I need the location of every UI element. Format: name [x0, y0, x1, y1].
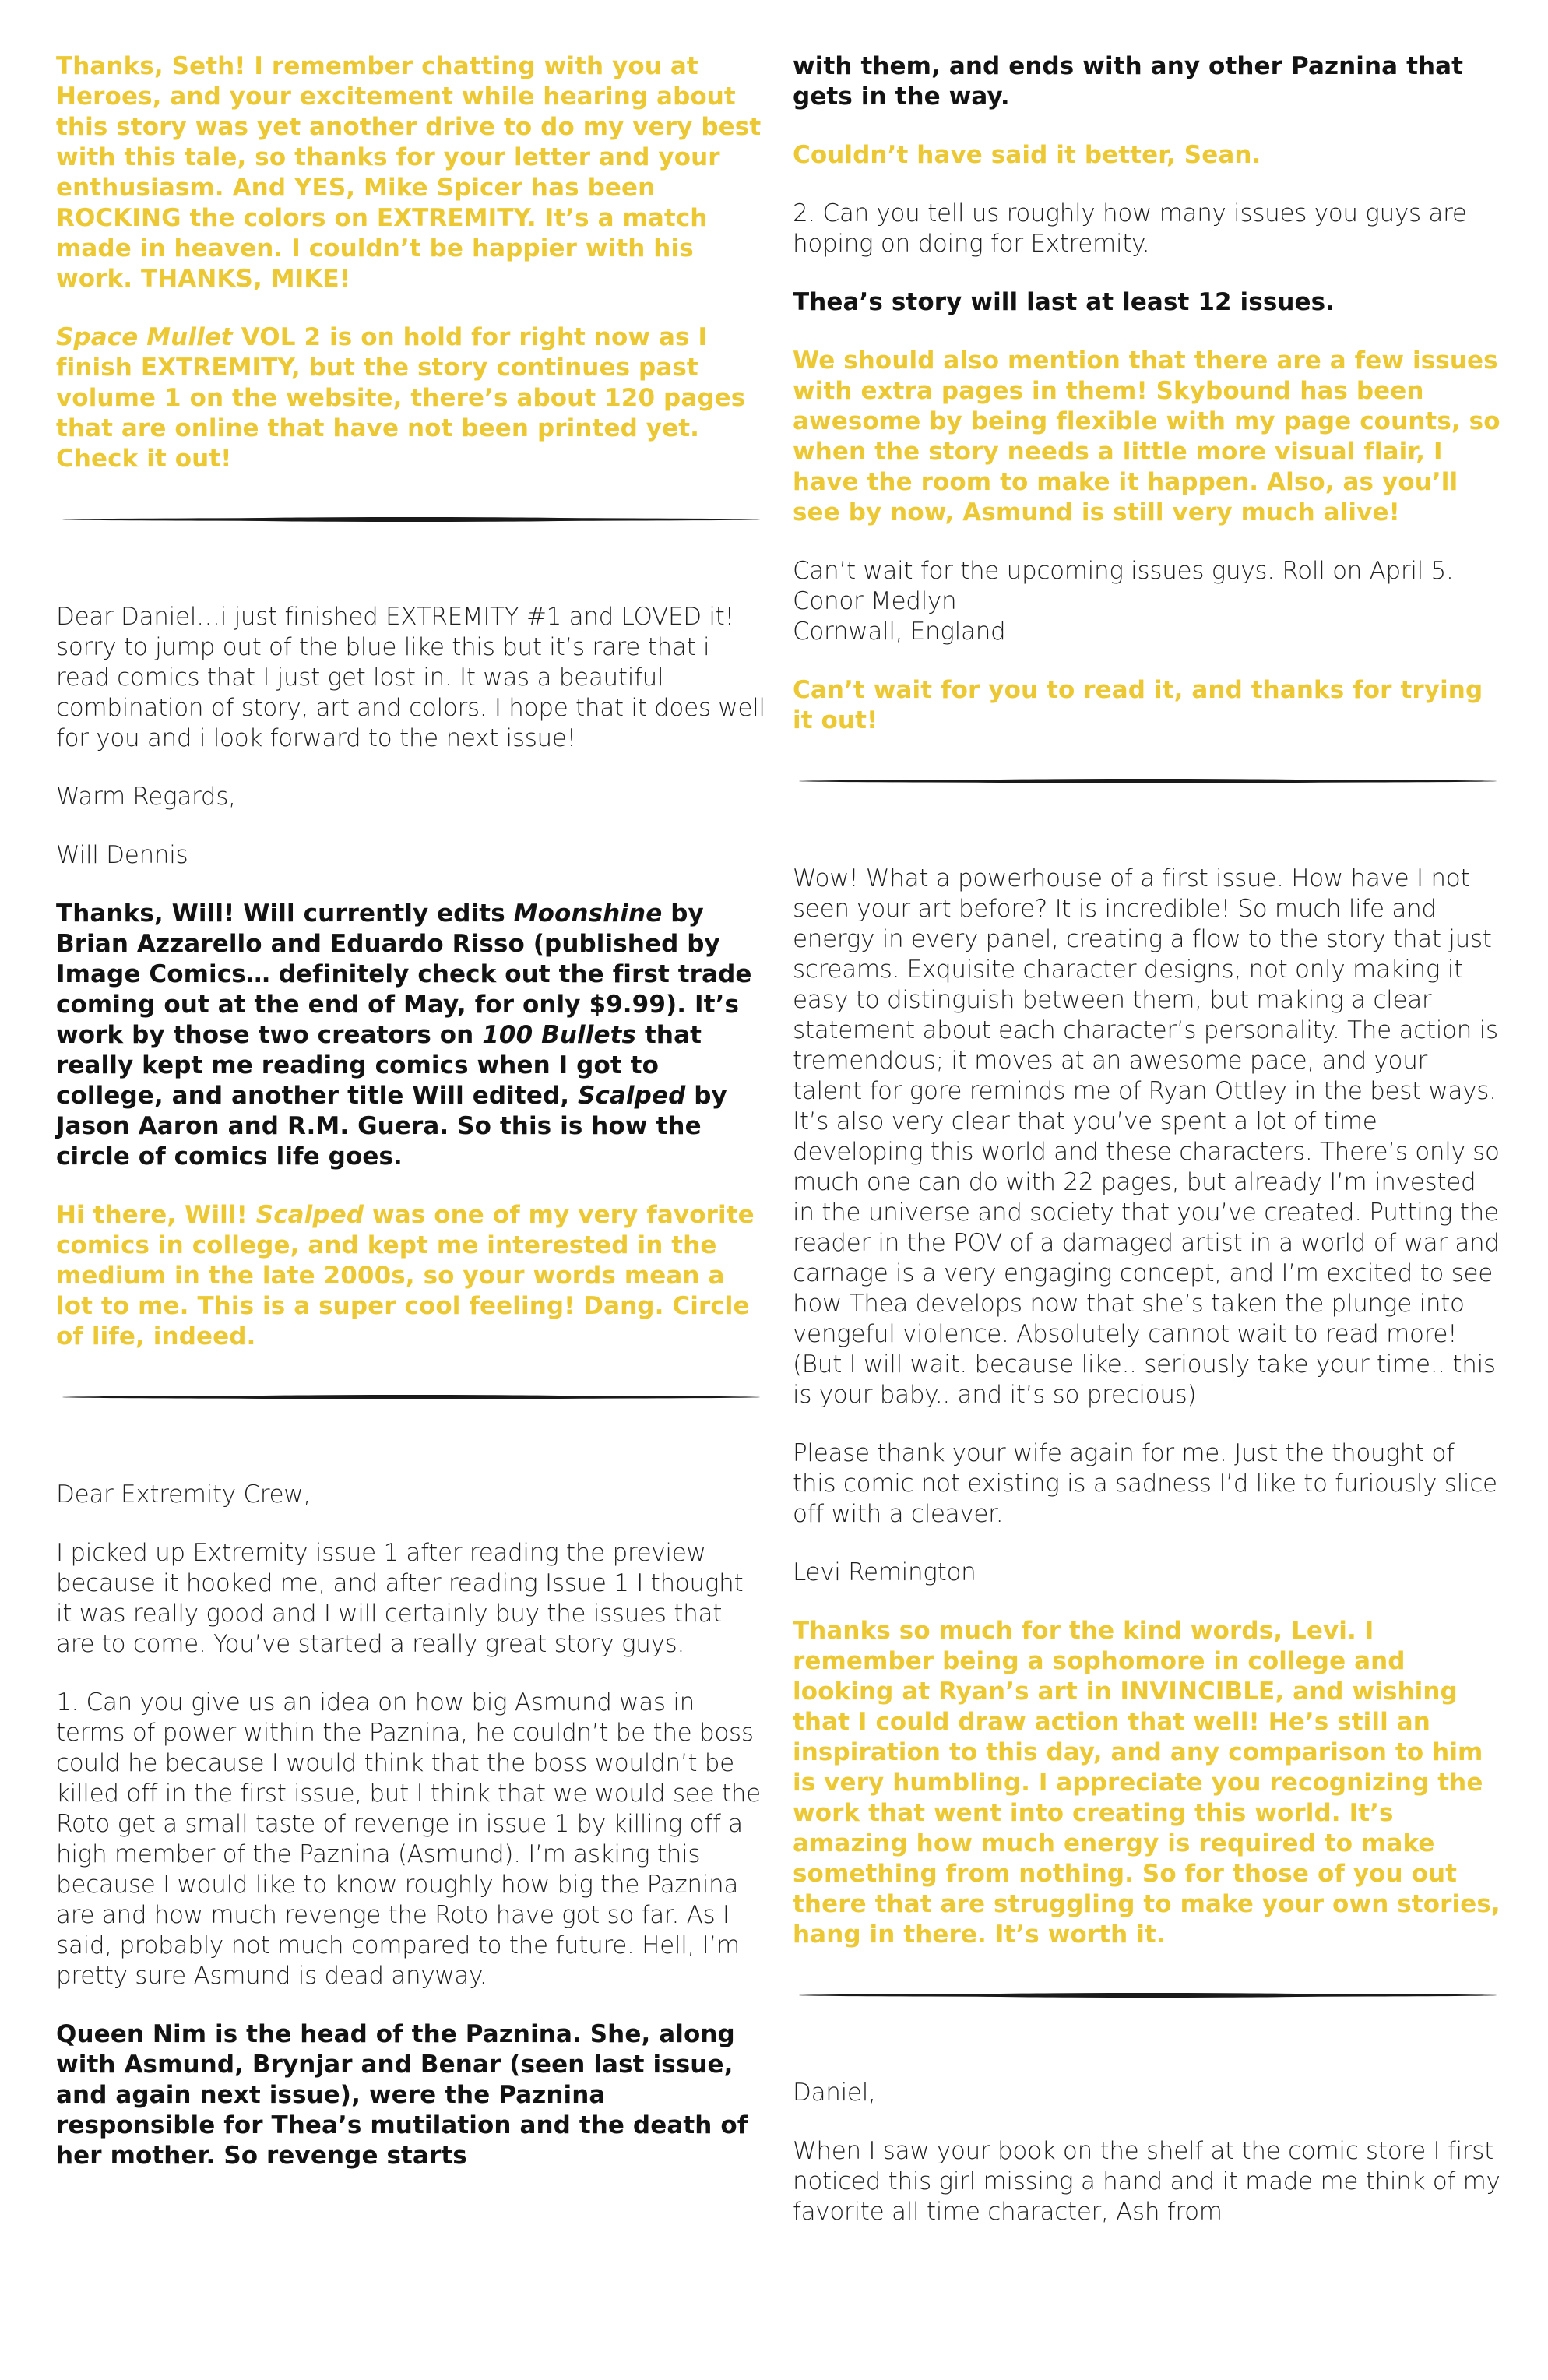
artist-reply-will [56, 1200, 766, 1352]
editor-reply-text: by Brian Azzarello and Eduardo Risso (published by Image Comics… definitely check out the first trade coming out at the end of May, for only $9.99). It’s work by those two creators on [56, 900, 752, 1049]
letter-daniel-greeting: Daniel, [793, 2079, 876, 2107]
letter-crew-signoff [793, 556, 1503, 647]
letter-crew-signature: Conor Medlyn [793, 587, 957, 615]
letter-crew-question-1: 1. Can you give us an idea on how big Asmund was in terms of power within the Paznina, he couldn’t be the boss could he because I would think that the boss wouldn’t be killed off in the first issue, but I think that we would see the Roto get a small taste of revenge in issue 1 by killing off a high member of the Paznina (Asmund). I’m asking this because I would like to know roughly how big the Paznina are and how much revenge the Roto have got so far. As I said, probably not much compared to the future. Hell, I’m pretty sure Asmund is dead anyway. [56, 1688, 761, 1990]
right-column [793, 51, 1503, 2227]
space-mullet-title: Space Mullet [56, 323, 233, 351]
editor-reply-text: Thanks, Will! Will currently edits [56, 900, 514, 928]
letter-levi-body: Wow! What a powerhouse of a first issue. How have I not seen your art before? It is incredible! So much life and energy in every panel, creating a flow to the story that just screams. Exquisite character designs, not only making it easy to distinguish between them, but making a clear statement about each character’s personality. The action is tremendous; it moves at an awesome pace, and your talent for gore reminds me of Ryan Ottley in the best ways. It’s also very clear that you’ve spent a lot of time developing this world and these characters. There’s only so much one can do with 22 pages, but already I’m invested in the universe and society that you’ve created. Putting the reader in the POV of a damaged artist in a world of war and carnage is a very engaging concept, and I’m excited to see how Thea develops now that she’s taken the plunge into vengeful violence. Absolutely cannot wait to read more! (But I will wait. because like.. seriously take your time.. this is your baby.. and it’s so precious) [793, 864, 1500, 1409]
editor-reply-will [56, 899, 766, 1172]
artist-reply-levi: Thanks so much for the kind words, Levi. I remember being a sophomore in college and looking at Ryan’s art in INVINCIBLE, and wishing that I could draw action that well! He’s still an inspiration to this day, and any comparison to him is very humbling. I appreciate you recognizing the work that went into creating this world. It’s amazing how much energy is required to make something from nothing. So for those of you out there that are struggling to make your own stories, hang in there. It’s worth it. [793, 1617, 1501, 1949]
artist-reply-question-1: Couldn’t have said it better, Sean. [793, 141, 1261, 169]
moonshine-title: Moonshine [513, 900, 663, 928]
artist-reply-seth: Thanks, Seth! I remember chatting with you at Heroes, and your excitement while hearing about this story was yet another drive to do my very best with this tale, so thanks for your letter and your enthusiasm. And YES, Mike Spicer has been ROCKING the colors on EXTREMITY. It’s a match made in heaven. I couldn’t be happier with his work. THANKS, MIKE! [56, 52, 762, 293]
scalped-title: Scalped [578, 1082, 686, 1110]
letter-levi-paragraph-2: Please thank your wife again for me. Just the thought of this comic not existing is a sadness I’d like to furiously slice off with a cleaver. [793, 1439, 1497, 1528]
letter-will-body: Dear Daniel…i just finished EXTREMITY #1 and LOVED it! sorry to jump out of the blue like this but it’s rare that i read comics that I just get lost in. It was a beautiful combination of story, art and colors. I hope that it does well for you and i look forward to the next issue! [56, 603, 765, 752]
artist-reply-seth-text: VOL 2 is on hold for right now as I finish EXTREMITY, but the story continues past volume 1 on the website, there’s about 120 pages that are online that have not been printed yet. Check it out! [56, 323, 746, 473]
editor-reply-text: by Jason Aaron and R.M. Guera. So this is how the circle of comics life goes. [56, 1082, 727, 1171]
brush-divider [793, 1978, 1503, 2012]
editor-reply-question-1: Queen Nim is the head of the Paznina. She, along with Asmund, Brynjar and Benar (seen last issue, and again next issue), were the Paznina responsible for Thea’s mutilation and the death of her mother. So revenge starts [56, 2020, 748, 2170]
letter-crew-question-2: 2. Can you tell us roughly how many issues you guys are hoping on doing for Extremity. [793, 199, 1467, 258]
left-column [56, 51, 766, 2171]
artist-reply-question-2: We should also mention that there are a few issues with extra pages in them! Skybound has been awesome by being flexible with my page counts, so when the story needs a little more visual flair, I have the room to make it happen. Also, as you’ll see by now, Asmund is still very much alive! [793, 347, 1501, 526]
scalped-title: Scalped [255, 1201, 364, 1229]
100-bullets-title: 100 Bullets [482, 1021, 637, 1049]
artist-reply-text: Hi there, Will! [56, 1201, 256, 1229]
letter-crew-location: Cornwall, England [793, 618, 1006, 646]
letter-crew-paragraph: I picked up Extremity issue 1 after reading the preview because it hooked me, and after reading Issue 1 I thought it was really good and I will certainly buy the issues that are to come. You’ve started a really great story guys. [56, 1539, 744, 1658]
brush-divider [793, 764, 1503, 798]
letter-levi-signature: Levi Remington [793, 1558, 976, 1586]
editor-reply-question-2: Thea’s story will last at least 12 issues. [793, 288, 1335, 316]
editor-reply-text: that really kept me reading comics when I got to college, and another title Will edited, [56, 1021, 702, 1110]
letter-daniel-body: When I saw your book on the shelf at the comic store I first noticed this girl missing a hand and it made me think of my favorite all time character, Ash from [793, 2137, 1501, 2226]
editor-reply-question-1-continued: with them, and ends with any other Paznina that gets in the way. [793, 52, 1464, 111]
artist-reply-conor: Can’t wait for you to read it, and thanks for trying it out! [793, 676, 1483, 734]
letter-crew-closing: Can’t wait for the upcoming issues guys. Roll on April 5. [793, 557, 1454, 585]
letter-crew-greeting: Dear Extremity Crew, [56, 1480, 311, 1509]
brush-divider [56, 1380, 766, 1414]
letter-will-closing: Warm Regards, [56, 783, 236, 811]
artist-reply-text: was one of my very favorite comics in college, and kept me interested in the medium in the late 2000s, so your words mean a lot to me. This is a super cool feeling! Dang. Circle of life, indeed. [56, 1201, 755, 1350]
artist-reply-seth-space-mullet [56, 322, 766, 474]
brush-divider [56, 502, 766, 537]
letter-will-signature: Will Dennis [56, 841, 188, 869]
